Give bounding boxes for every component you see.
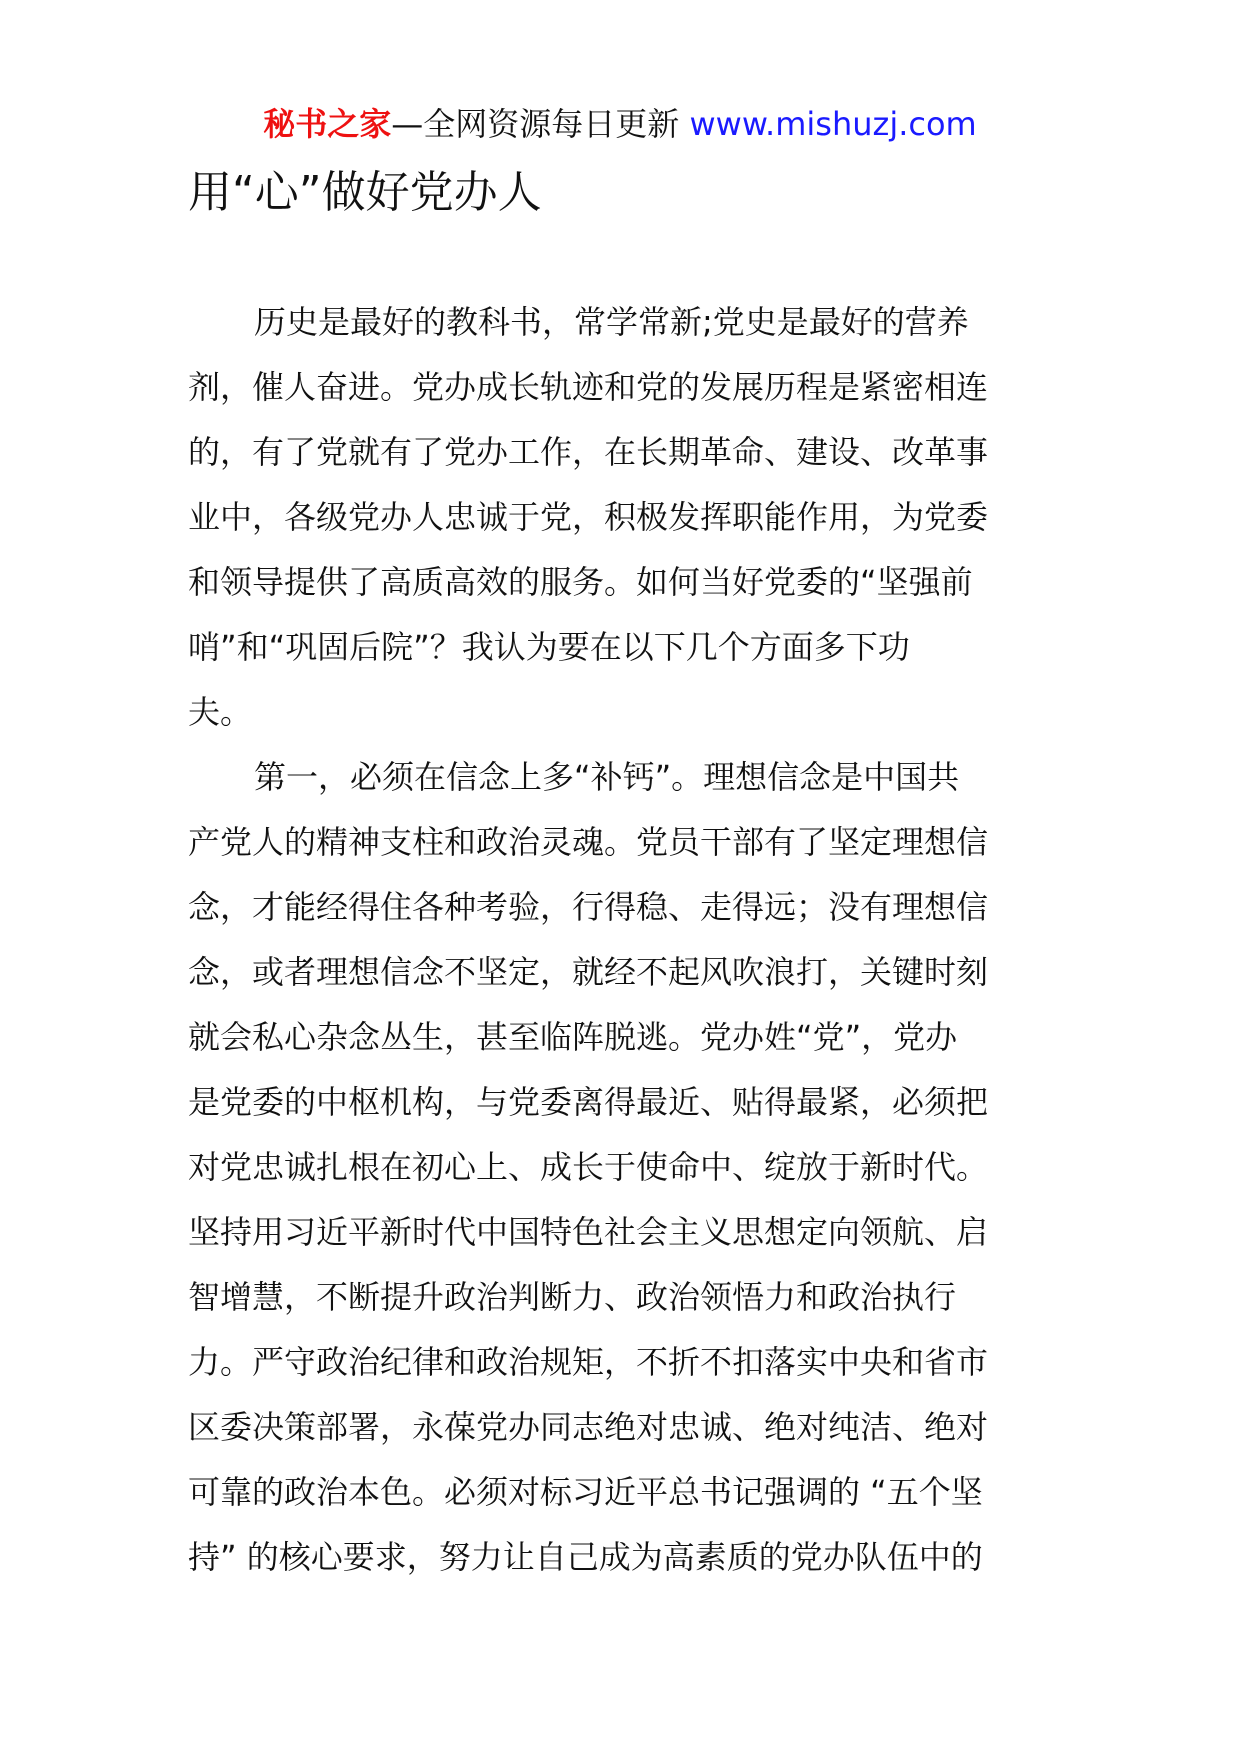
paragraph-line: 念，才能经得住各种考验，行得稳、走得远；没有理想信 [188,888,989,926]
paragraph-line: 力。严守政治纪律和政治规矩，不折不扣落实中央和省市 [188,1343,989,1381]
paragraph-line: 历史是最好的教科书，常学常新;党史是最好的营养 [254,303,969,341]
article-body [188,290,1068,1590]
paragraph-line: 哨”和“巩固后院”？我认为要在以下几个方面多下功 [188,628,910,666]
site-url-link[interactable]: www.mishuzj.com [689,105,977,143]
paragraph-line: 区委决策部署，永葆党办同志绝对忠诚、绝对纯洁、绝对 [188,1408,989,1446]
paragraph-line: 产党人的精神支柱和政治灵魂。党员干部有了坚定理想信 [188,823,989,861]
paragraph-line: 夫。 [188,693,253,731]
brand-name: 秘书之家 [263,105,392,143]
paragraph-line: 第一，必须在信念上多“补钙”。理想信念是中国共 [254,758,960,796]
paragraph-line: 智增慧，不断提升政治判断力、政治领悟力和政治执行 [188,1278,957,1316]
paragraph-line: 的，有了党就有了党办工作，在长期革命、建设、改革事 [188,433,989,471]
paragraph-line: 业中，各级党办人忠诚于党，积极发挥职能作用，为党委 [188,498,989,536]
header-tagline: —全网资源每日更新 [391,105,680,143]
paragraph-line: 念，或者理想信念不坚定，就经不起风吹浪打，关键时刻 [188,953,989,991]
paragraph-line: 是党委的中枢机构，与党委离得最近、贴得最紧，必须把 [188,1083,989,1121]
paragraph-line: 和领导提供了高质高效的服务。如何当好党委的“坚强前 [188,563,973,601]
article-title: 用“心”做好党办人 [188,167,542,218]
paragraph-line: 可靠的政治本色。必须对标习近平总书记强调的 “五个坚 [188,1473,983,1511]
paragraph-line: 对党忠诚扎根在初心上、成长于使命中、绽放于新时代。 [188,1148,989,1186]
paragraph-line: 坚持用习近平新时代中国特色社会主义思想定向领航、启 [188,1213,989,1251]
site-header [0,100,1240,148]
paragraph-line: 持” 的核心要求，努力让自己成为高素质的党办队伍中的 [188,1538,983,1576]
paragraph-line: 剂，催人奋进。党办成长轨迹和党的发展历程是紧密相连 [188,368,989,406]
paragraph-line: 就会私心杂念丛生，甚至临阵脱逃。党办姓“党”，党办 [188,1018,958,1056]
